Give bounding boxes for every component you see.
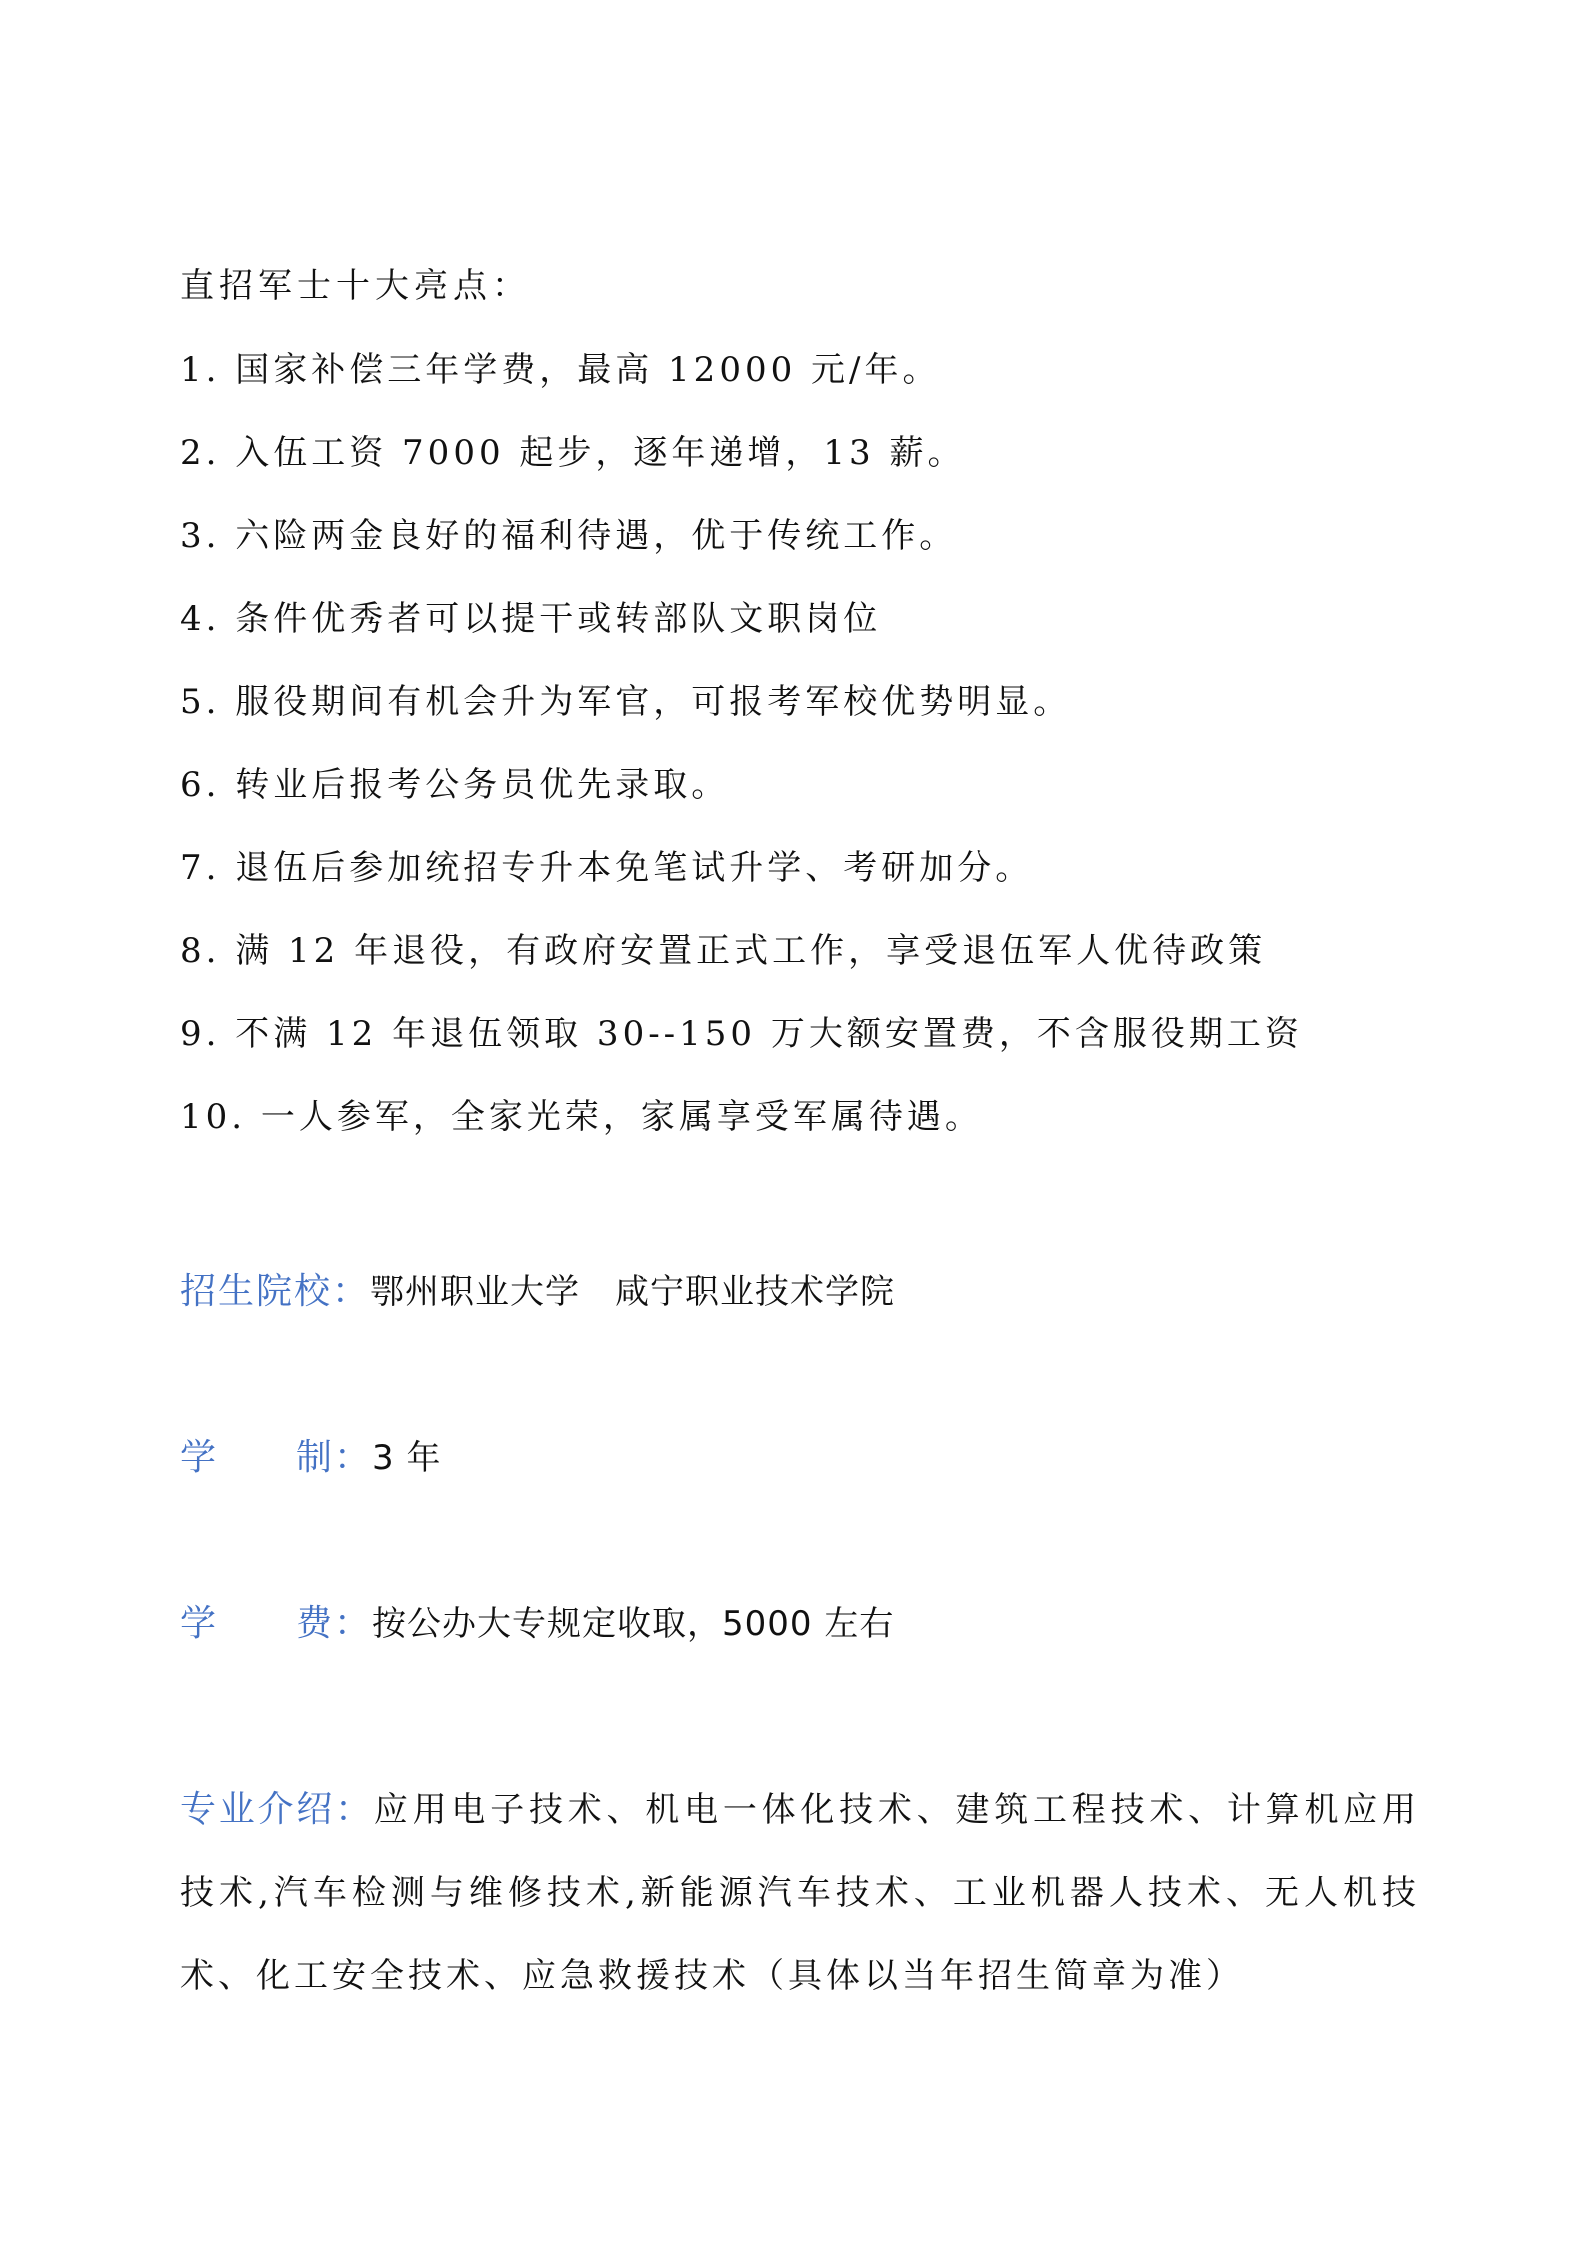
highlight-item: 5. 服役期间有机会升为军官，可报考军校优势明显。 [180,682,1072,722]
highlights-list [180,346,1303,1176]
highlight-item: 6. 转业后报考公务员优先录取。 [180,765,730,805]
tuition-label-first: 学 [180,1603,297,1644]
duration-row [180,1434,441,1482]
schools-value: 鄂州职业大学 咸宁职业技术学院 [370,1272,896,1312]
schools-row [180,1268,895,1316]
highlight-item: 4. 条件优秀者可以提干或转部队文职岗位 [180,599,882,639]
tuition-value: 按公办大专规定收取，5000 左右 [372,1604,895,1644]
duration-label-rest: 制： [296,1437,373,1478]
highlight-item: 10. 一人参军，全家光荣，家属享受军属待遇。 [180,1097,983,1137]
highlight-item: 2. 入伍工资 7000 起步，逐年递增，13 薪。 [180,433,966,473]
highlight-item: 9. 不满 12 年退伍领取 30--150 万大额安置费，不含服役期工资 [180,1014,1303,1054]
highlight-item: 3. 六险两金良好的福利待遇，优于传统工作。 [180,516,958,556]
highlight-item: 8. 满 12 年退役，有政府安置正式工作，享受退伍军人优待政策 [180,931,1267,971]
majors-value: 应用电子技术、机电一体化技术、建筑工程技术、计算机应用技术,汽车检测与维修技术,新能源汽车技术、工业机器人技术、无人机技术、化工安全技术、应急救援技术（具体以当年招生简章为准） [180,1790,1420,1996]
highlight-item: 1. 国家补偿三年学费，最高 12000 元/年。 [180,350,941,390]
majors-label: 专业介绍： [180,1789,374,1830]
majors-paragraph [180,1768,1420,2018]
highlights-heading: 直招军士十大亮点： [180,266,531,306]
duration-label-first: 学 [180,1437,297,1478]
schools-label: 招生院校： [180,1271,371,1312]
highlight-item: 7. 退伍后参加统招专升本免笔试升学、考研加分。 [180,848,1034,888]
duration-value: 3 年 [372,1438,442,1478]
tuition-row [180,1600,894,1648]
tuition-label-rest: 费： [296,1603,373,1644]
